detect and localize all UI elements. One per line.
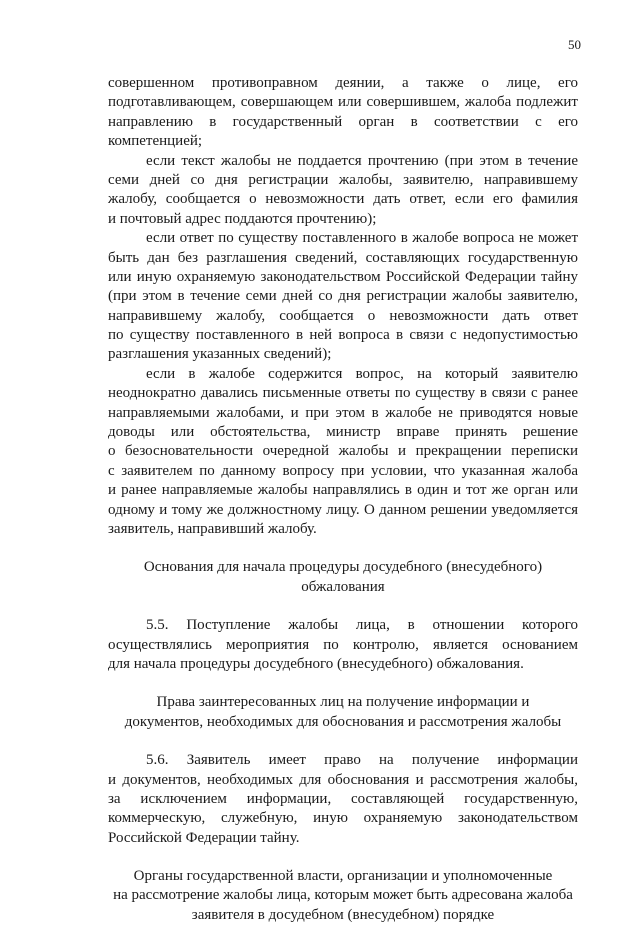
text-line: жалобу, сообщается о невозможности дать ответ, если его фамилия — [108, 191, 578, 208]
text-line: заявитель, направивший жалобу. — [108, 520, 317, 537]
heading-line: Основания для начала процедуры досудебного (внесудебного) — [143, 559, 543, 576]
spacer — [108, 597, 578, 616]
text-line: если в жалобе содержится вопрос, на который заявителю — [146, 365, 578, 382]
text-line: коммерческую, служебную, иную охраняемую законодательством — [108, 810, 578, 827]
paragraph-5-6 — [108, 751, 578, 848]
text-line: по существу поставленного в ней вопроса в связи с недопустимостью — [108, 327, 578, 344]
text-line: и ранее направляемые жалобы направлялись в один и тот же орган или — [108, 482, 578, 499]
heading-line: заявителя в досудебном (внесудебном) порядке — [191, 906, 495, 923]
text-line: (при этом в течение семи дней со дня регистрации жалобы заявителю, — [108, 288, 578, 305]
text-line: 5.5. Поступление жалобы лица, в отношении которого — [146, 617, 578, 634]
text-line: доводы или обстоятельства, министр вправе принять решение — [108, 424, 578, 441]
text-line: направлению в государственный орган в соответствии с его — [108, 113, 578, 130]
text-line: или иную охраняемую законодательством Российской Федерации тайну — [108, 268, 578, 285]
spacer — [108, 848, 578, 867]
text-line: за исключением информации, составляющей государственную, — [108, 790, 578, 807]
text-line: осуществлялись мероприятия по контролю, является основанием — [108, 636, 578, 653]
text-line: направляемыми жалобами, и при этом в жалобе не приводятся новые — [108, 404, 578, 421]
spacer — [108, 539, 578, 558]
text-line: если текст жалобы не поддается прочтению (при этом в течение — [146, 152, 578, 169]
text-line: направившему жалобу, сообщается о невозможности дать ответ — [108, 307, 578, 324]
heading-line: Органы государственной власти, организации и уполномоченные — [133, 868, 553, 885]
document-body — [108, 74, 578, 925]
section-heading-rights — [108, 693, 578, 732]
spacer — [108, 732, 578, 751]
text-line: семи дней со дня регистрации жалобы, заявителю, направившему — [108, 171, 578, 188]
text-line: 5.6. Заявитель имеет право на получение информации — [146, 752, 578, 769]
text-line: Российской Федерации тайну. — [108, 829, 300, 846]
body-paragraphs — [108, 74, 578, 539]
section-heading-authorities — [108, 867, 578, 925]
text-line: подготавливающем, совершающем или совершившем, жалоба подлежит — [108, 94, 578, 111]
text-line: с заявителем по данному вопросу при условии, что указанная жалоба — [108, 462, 578, 479]
text-line: о безосновательности очередной жалобы и прекращении переписки — [108, 443, 578, 460]
heading-line: документов, необходимых для обоснования и рассмотрения жалобы — [124, 713, 562, 730]
spacer — [108, 674, 578, 693]
text-line: неоднократно давались письменные ответы по существу в связи с ранее — [108, 385, 578, 402]
heading-line: обжалования — [301, 578, 385, 595]
heading-line: Права заинтересованных лиц на получение информации и — [156, 694, 530, 711]
text-line: и документов, необходимых для обоснования и рассмотрения жалобы, — [108, 771, 578, 788]
paragraph-5-5 — [108, 616, 578, 674]
section-heading-grounds — [108, 558, 578, 597]
page-number: 50 — [568, 37, 581, 52]
text-line: и почтовый адрес поддаются прочтению); — [108, 210, 377, 227]
text-line: быть дан без разглашения сведений, составляющих государственную — [108, 249, 578, 266]
text-line: одному и тому же должностному лицу. О данном решении уведомляется — [108, 501, 578, 518]
text-line: если ответ по существу поставленного в жалобе вопроса не может — [146, 230, 578, 247]
heading-line: на рассмотрение жалобы лица, которым может быть адресована жалоба — [113, 887, 573, 904]
text-line: совершенном противоправном деянии, а также о лице, его — [108, 75, 578, 91]
text-line: для начала процедуры досудебного (внесудебного) обжалования. — [108, 655, 524, 672]
text-line: компетенцией; — [108, 133, 203, 150]
text-line: разглашения указанных сведений); — [108, 346, 332, 363]
